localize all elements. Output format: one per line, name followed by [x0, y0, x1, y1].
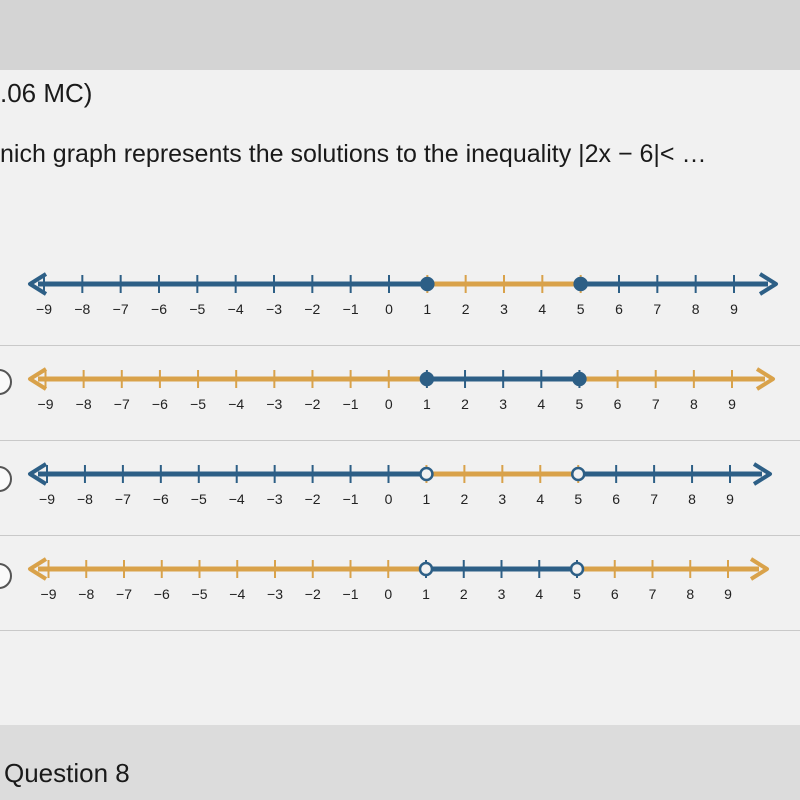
tick-label: 1: [422, 396, 431, 412]
tick-label: 9: [724, 586, 732, 602]
tick-label: −9: [37, 396, 54, 412]
divider: [0, 440, 800, 441]
closed-endpoint: [421, 278, 433, 290]
open-endpoint: [420, 563, 432, 575]
tick-label: −3: [266, 301, 282, 317]
tick-label: 0: [384, 396, 393, 412]
tick-label: 5: [575, 396, 584, 412]
tick-label: 4: [535, 586, 544, 602]
tick-label: 2: [460, 491, 469, 507]
tick-label: 8: [689, 396, 698, 412]
open-endpoint: [420, 468, 432, 480]
divider: [0, 535, 800, 536]
header-area: [0, 0, 800, 70]
divider: [0, 630, 800, 631]
tick-label: −4: [228, 396, 245, 412]
tick-label: −8: [76, 491, 93, 507]
tick-label: −2: [304, 491, 321, 507]
tick-label: −1: [342, 301, 359, 317]
tick-label: −5: [190, 396, 207, 412]
tick-label: −7: [114, 491, 131, 507]
number-line-b: [0, 345, 800, 435]
tick-label: 8: [688, 491, 696, 507]
tick-label: 6: [612, 491, 621, 507]
tick-label: −4: [227, 301, 244, 317]
tick-label: −8: [74, 301, 91, 317]
tick-label: 6: [610, 586, 619, 602]
tick-label: 3: [498, 491, 507, 507]
tick-label: 1: [422, 586, 430, 602]
tick-label: 7: [648, 586, 657, 602]
tick-label: 3: [500, 301, 508, 317]
tick-label: −2: [304, 301, 321, 317]
tick-label: 1: [423, 301, 432, 317]
option-b[interactable]: [0, 345, 800, 435]
tick-label: −8: [75, 396, 92, 412]
tick-label: −3: [267, 586, 283, 602]
tick-label: 2: [461, 301, 470, 317]
tick-label: −8: [78, 586, 95, 602]
tick-label: −7: [113, 396, 130, 412]
tick-label: −6: [151, 396, 168, 412]
tick-label: 7: [653, 301, 662, 317]
option-d[interactable]: [0, 535, 800, 625]
tick-label: −3: [266, 396, 283, 412]
tick-label: 7: [650, 491, 659, 507]
option-a[interactable]: [0, 250, 800, 340]
number-line-a: [0, 250, 800, 340]
tick-label: 9: [728, 396, 736, 412]
tick-label: −2: [304, 396, 321, 412]
tick-label: −6: [153, 586, 170, 602]
tick-label: 3: [499, 396, 508, 412]
tick-label: −6: [151, 301, 167, 317]
tick-label: 8: [691, 301, 700, 317]
tick-label: 8: [686, 586, 695, 602]
number-line-c: [0, 440, 800, 530]
tick-label: −1: [342, 586, 359, 602]
question-code: .06 MC): [0, 78, 93, 108]
tick-label: −3: [266, 491, 283, 507]
tick-label: 7: [651, 396, 660, 412]
tick-label: 4: [538, 301, 547, 317]
closed-endpoint: [575, 278, 587, 290]
tick-label: 4: [536, 491, 545, 507]
tick-label: −7: [112, 301, 129, 317]
divider: [0, 345, 800, 346]
tick-label: −5: [189, 301, 206, 317]
tick-label: −4: [229, 586, 246, 602]
tick-label: −1: [342, 491, 359, 507]
tick-label: 5: [574, 491, 583, 507]
tick-label: −7: [116, 586, 132, 602]
tick-label: −6: [152, 491, 169, 507]
closed-endpoint: [573, 373, 585, 385]
tick-label: 6: [615, 301, 623, 317]
closed-endpoint: [421, 373, 433, 385]
option-c[interactable]: [0, 440, 800, 530]
tick-label: −9: [36, 301, 52, 317]
next-question-heading: Question 8: [4, 758, 130, 788]
tick-label: 4: [537, 396, 546, 412]
question-prompt: nich graph represents the solutions to the inequality |2x − 6|< …: [0, 140, 707, 168]
tick-label: −9: [39, 491, 55, 507]
tick-label: 0: [384, 491, 393, 507]
tick-label: −2: [304, 586, 321, 602]
number-line-d: [0, 535, 800, 625]
tick-label: 1: [422, 491, 431, 507]
tick-label: −1: [342, 396, 359, 412]
open-endpoint: [572, 468, 584, 480]
tick-label: 2: [459, 586, 468, 602]
tick-label: 5: [573, 586, 581, 602]
tick-label: −5: [191, 586, 208, 602]
tick-label: 2: [461, 396, 469, 412]
tick-label: 0: [384, 586, 393, 602]
tick-label: 6: [613, 396, 622, 412]
tick-label: 3: [497, 586, 506, 602]
open-endpoint: [571, 563, 583, 575]
tick-label: 0: [385, 301, 393, 317]
tick-label: 9: [730, 301, 738, 317]
tick-label: 5: [576, 301, 585, 317]
tick-label: −9: [40, 586, 57, 602]
tick-label: −5: [190, 491, 207, 507]
tick-label: −4: [228, 491, 245, 507]
tick-label: 9: [726, 491, 734, 507]
